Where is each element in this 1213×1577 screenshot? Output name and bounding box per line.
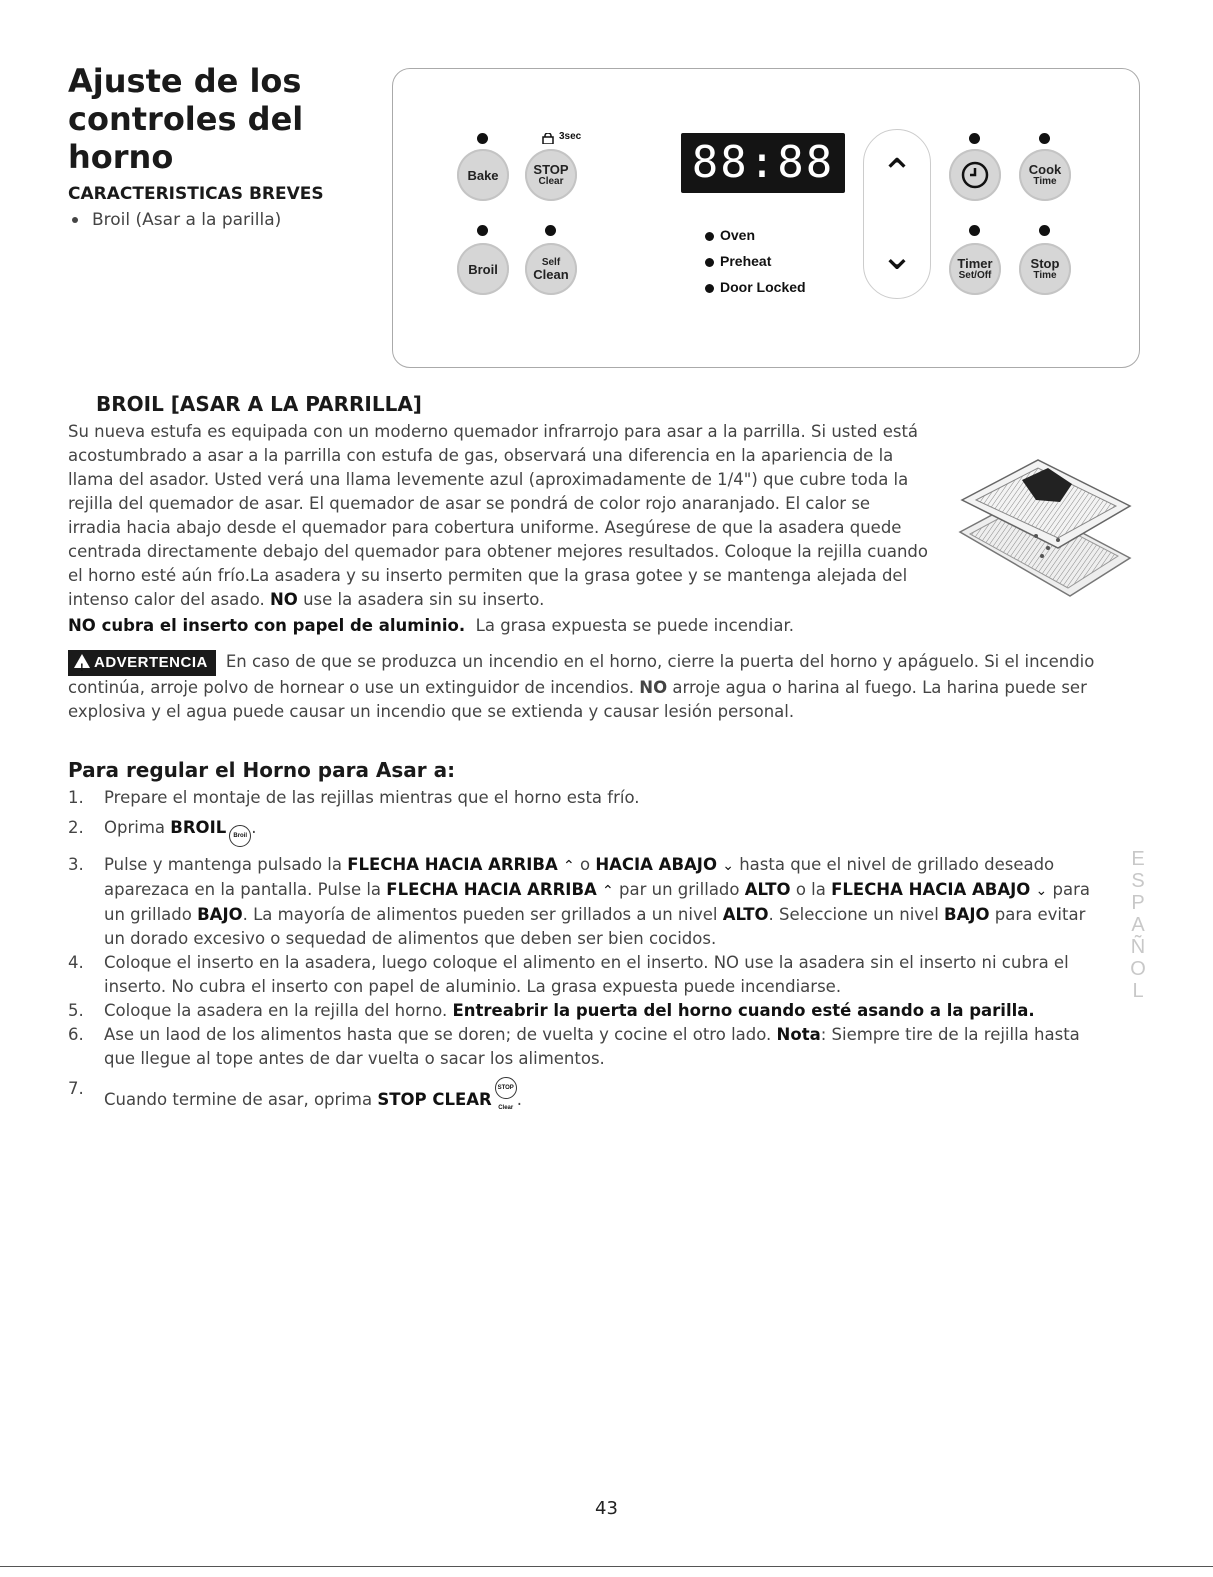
broil-no-emphasis: NO — [270, 590, 298, 609]
clock-button — [949, 149, 1001, 201]
features-item — [72, 210, 281, 230]
list-item: 7. Cuando termine de asar, oprima STOP CLEARSTOP Clear . — [68, 1079, 522, 1111]
set-off-label: Set/Off — [958, 270, 992, 281]
step-text: Coloque la asadera en la rejilla del horno. — [104, 1001, 448, 1020]
cook-time-indicator-dot — [1039, 133, 1050, 144]
no-cover-rest: La grasa expuesta se puede incendiar. — [475, 616, 794, 635]
warning-badge — [68, 650, 216, 676]
lock-icon — [542, 133, 554, 144]
preheat-indicator-label: Preheat — [720, 253, 772, 269]
broil-key-icon: Broil — [229, 825, 251, 847]
warning-no-emphasis: NO — [639, 678, 668, 697]
cook-label: Cook — [1028, 162, 1062, 177]
no-cover-note — [68, 614, 968, 638]
warning-triangle-icon: ! — [74, 654, 90, 668]
timer-indicator-dot — [969, 225, 980, 236]
warning-badge-label: ADVERTENCIA — [94, 654, 208, 671]
arrow-keypad — [863, 129, 931, 299]
step-emphasis: Nota — [776, 1025, 821, 1044]
step-number: 1. — [68, 788, 84, 807]
step-text: par un grillado — [619, 880, 740, 899]
time-label: Time — [1033, 176, 1057, 187]
step-emphasis: FLECHA HACIA ARRIBA — [386, 880, 597, 899]
clear-label: Clear — [538, 176, 564, 187]
no-cover-bold: NO cubra el inserto con papel de aluminio. — [68, 616, 466, 635]
step-emphasis: Entreabrir la puerta del horno cuando esté asando a la parilla. — [452, 1001, 1035, 1020]
preheat-indicator — [705, 253, 771, 269]
step-text: para evitar un dorado excesivo o sequedad de alimentos que deben ser bien cocidos. — [104, 905, 1086, 948]
timer-label: Timer — [957, 256, 993, 271]
timer-button — [949, 243, 1001, 295]
page-title — [68, 62, 368, 176]
digital-display: 88:88 — [681, 133, 845, 193]
indicator-dot-icon — [705, 232, 714, 241]
step-text: . La mayoría de alimentos pueden ser grillados a un nivel — [242, 905, 718, 924]
list-item — [68, 951, 1108, 999]
features-item-text: Broil (Asar a la parilla) — [92, 210, 282, 230]
self-label: Self — [541, 257, 561, 268]
step-emphasis: ALTO — [744, 880, 791, 899]
step-text: Oprima — [104, 818, 166, 837]
stop-time-sub-label: Time — [1033, 270, 1057, 281]
list-item — [68, 1023, 1108, 1071]
indicator-dot-icon — [705, 284, 714, 293]
step-number: 2. — [68, 818, 84, 837]
step-number: 6. — [68, 1025, 84, 1044]
step-number: 4. — [68, 953, 84, 972]
broil-paragraph — [68, 420, 928, 612]
step-text: : Siempre tire de la rejilla hasta que llegue al tope antes de dar vuelta o sacar los alimentos. — [104, 1025, 1080, 1068]
broil-indicator-dot — [477, 225, 488, 236]
warning-text-end: arroje agua o harina al fuego. La harina puede ser explosiva y el agua puede causar un incendio que se extienda y causar lesión personal. — [68, 678, 1087, 721]
step-text: Coloque el inserto en la asadera, luego coloque el alimento en el inserto. NO use la asadera sin el inserto ni cubra el inserto. No cubra el inserto con papel de aluminio. La grasa expuesta puede incendiarse. — [104, 953, 1069, 996]
step-number: 7. — [68, 1079, 84, 1098]
step-text: o la — [795, 880, 826, 899]
oven-indicator-label: Oven — [720, 227, 756, 243]
stop-time-label: Stop — [1030, 256, 1060, 271]
broil-text-end: use la asadera sin su inserto. — [303, 590, 545, 609]
indicator-dot-icon — [705, 258, 714, 267]
broil-heading: BROIL [ASAR A LA PARRILLA] — [96, 392, 422, 416]
features-heading: CARACTERISTICAS BREVES — [68, 184, 324, 204]
broil-pan-illustration — [950, 440, 1140, 610]
step-text: Ase un laod de los alimentos hasta que se doren; de vuelta y cocine el otro lado. — [104, 1025, 772, 1044]
lock-label: 3sec — [559, 131, 582, 142]
arrow-down-icon: ⌄ — [722, 858, 734, 874]
stop-time-button — [1019, 243, 1071, 295]
self-clean-button — [525, 243, 577, 295]
clean-label: Clean — [533, 267, 569, 282]
title-line: controles del — [68, 100, 304, 138]
arrow-up-icon: ⌃ — [880, 151, 914, 197]
step-emphasis: BAJO — [944, 905, 990, 924]
procedure-heading: Para regular el Horno para Asar a: — [68, 758, 456, 782]
arrow-down-icon: ⌄ — [880, 233, 914, 279]
arrow-up-icon: ⌃ — [602, 883, 614, 899]
step-emphasis: BAJO — [197, 905, 243, 924]
step-text: o — [579, 855, 591, 874]
step-number: 5. — [68, 1001, 84, 1020]
clock-icon — [960, 160, 990, 190]
warning-text: En caso de que se produzca un incendio en el horno, cierre la puerta del horno y apáguelo. Si el incendio continúa, arroje polvo de hornear o use un extinguidor de incendios. — [68, 652, 1095, 697]
list-item — [68, 853, 1108, 951]
stop-clear-button — [525, 149, 577, 201]
list-item: 2. Oprima BROIL Broil . — [68, 816, 1108, 847]
door-locked-indicator-label: Door Locked — [720, 279, 806, 295]
stop-label: STOP — [533, 162, 569, 177]
arrow-up-icon: ⌃ — [563, 858, 575, 874]
step-emphasis: ALTO — [722, 905, 769, 924]
step-emphasis: BROIL — [170, 818, 227, 837]
step-text: para un grillado — [104, 880, 1090, 924]
door-locked-indicator — [705, 279, 806, 295]
bake-label: Bake — [467, 167, 499, 183]
broil-text: Su nueva estufa es equipada con un moderno quemador infrarrojo para asar a la parrilla. Si usted está acostumbrado a asar a la parrilla con estufa de gas, observará una diferencia en la apariencia de la llama del asador. Usted verá una llama levemente azul (aproximadamente de 1/4") que cubre toda la rejilla del quemador de asar. El quemador de asar se pondrá de color rojo anaranjado. El calor se irradia hacia abajo desde el quemador para cobertura uniforme. Asegúrese de que la asadera quede centrada directamente debajo del quemador para obtener mejores resultados. Coloque la rejilla cuando el horno esté aún frío.La asadera y su inserto permiten que la grasa gotee y se mantenga alejada del intenso calor del asado. — [68, 422, 928, 609]
bottom-rule — [0, 1566, 1213, 1567]
clock-indicator-dot — [969, 133, 980, 144]
step-text: hasta que el nivel de grillado deseado aparezaca en la pantalla. Pulse la — [104, 855, 1055, 899]
step-text: Prepare el montaje de las rejillas mientras que el horno esta frío. — [104, 788, 640, 807]
step-text: . Seleccione un nivel — [768, 905, 939, 924]
step-number: 3. — [68, 855, 84, 874]
list-item — [68, 786, 1108, 810]
step-text: Cuando termine de asar, oprima — [104, 1090, 373, 1109]
procedure-steps — [68, 786, 1108, 1118]
stop-clear-key-icon: STOP Clear — [495, 1077, 517, 1099]
warning-block — [68, 650, 1128, 724]
step-emphasis: STOP CLEAR — [377, 1090, 492, 1109]
title-line: Ajuste de los — [68, 62, 302, 100]
list-item — [68, 999, 1108, 1023]
oven-indicator — [705, 227, 755, 243]
step-emphasis: FLECHA HACIA ARRIBA — [347, 855, 558, 874]
title-line: horno — [68, 138, 174, 176]
language-side-label: E S P A Ñ O L — [1130, 848, 1146, 1002]
arrow-down-icon: ⌄ — [1035, 883, 1048, 899]
broil-label: Broil — [468, 261, 498, 277]
broil-button — [457, 243, 509, 295]
stop-time-indicator-dot — [1039, 225, 1050, 236]
self-clean-indicator-dot — [545, 225, 556, 236]
bake-indicator-dot — [477, 133, 488, 144]
control-panel-illustration — [392, 68, 1140, 368]
page-number: 43 — [595, 1498, 618, 1519]
bullet-icon — [72, 217, 78, 223]
step-emphasis: FLECHA HACIA ABAJO — [831, 880, 1031, 899]
step-text: Pulse y mantenga pulsado la — [104, 855, 342, 874]
bake-button — [457, 149, 509, 201]
cook-time-button — [1019, 149, 1071, 201]
step-emphasis: HACIA ABAJO — [595, 855, 717, 874]
